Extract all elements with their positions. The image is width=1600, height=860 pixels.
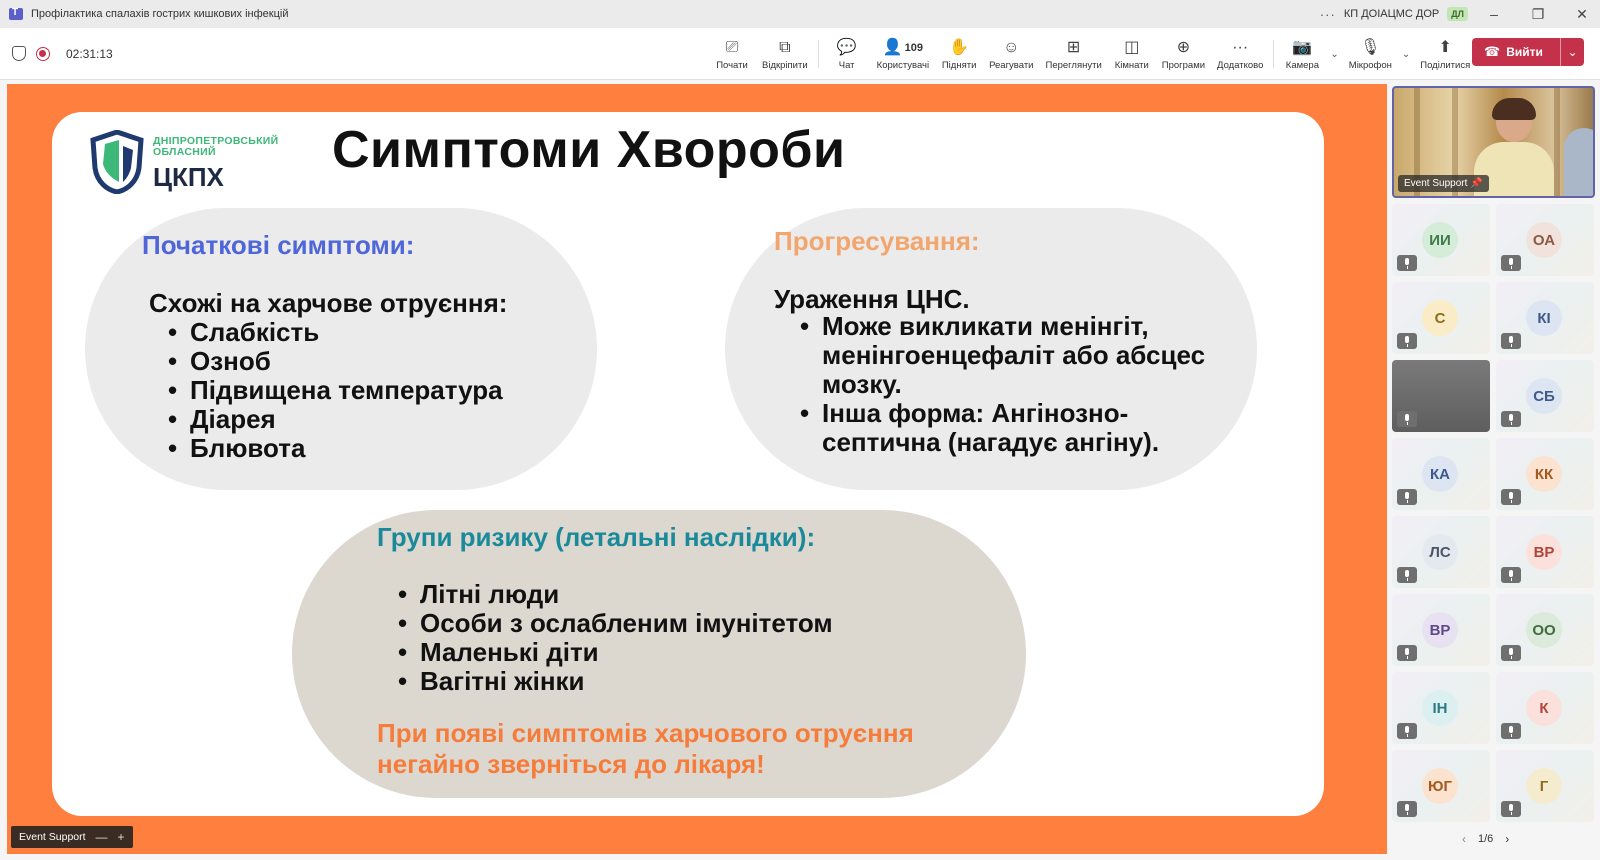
mic-icon <box>1501 567 1521 583</box>
participant-tile[interactable] <box>1496 204 1594 276</box>
initial-symptoms-list <box>164 318 503 463</box>
leave-options-chevron-icon[interactable]: ⌄ <box>1560 38 1584 66</box>
mic-icon <box>1501 645 1521 661</box>
avatar: ОА <box>1526 222 1562 258</box>
grid-icon: ⊞ <box>1066 38 1081 56</box>
zoom-in-button[interactable]: + <box>117 830 125 844</box>
mic-icon <box>1501 489 1521 505</box>
participant-tile[interactable] <box>1392 516 1490 588</box>
avatar: Г <box>1526 768 1562 804</box>
mic-button[interactable]: 🎙 Мікрофон <box>1348 38 1392 71</box>
participant-tile[interactable] <box>1392 750 1490 822</box>
participant-tile[interactable] <box>1496 750 1594 822</box>
list-item: • Озноб <box>164 347 503 376</box>
list-item: • Особи з ослабленим імунітетом <box>394 609 833 638</box>
avatar: ЮГ <box>1422 768 1458 804</box>
toolbar-divider <box>1273 40 1274 68</box>
mic-icon <box>1397 723 1417 739</box>
hand-icon: ✋ <box>949 38 970 56</box>
progression-intro: Ураження ЦНС. <box>774 284 970 314</box>
start-icon: ⎚ <box>725 38 739 56</box>
avatar: КК <box>1526 456 1562 492</box>
risk-groups-list <box>394 580 833 696</box>
mic-icon <box>1397 567 1417 583</box>
recording-icon <box>36 47 50 61</box>
participant-tile[interactable] <box>1392 282 1490 354</box>
participant-grid <box>1392 204 1596 822</box>
logo-text-region: ДНІПРОПЕТРОВСЬКИЙ ОБЛАСНИЙ <box>153 135 279 158</box>
account-avatar[interactable]: ДЛ <box>1447 7 1468 21</box>
mic-options-chevron-icon[interactable]: ⌄ <box>1401 48 1411 60</box>
mic-icon <box>1397 411 1417 427</box>
phone-hangup-icon: ☎ <box>1484 44 1501 59</box>
initial-symptoms-intro: Схожі на харчове отруєння: <box>149 288 508 318</box>
more-options-icon[interactable]: ··· <box>1319 6 1336 22</box>
react-button[interactable]: ☺ Реагувати <box>989 38 1034 71</box>
mic-icon <box>1501 255 1521 271</box>
people-icon: 👤 109 <box>882 38 924 56</box>
participant-tile[interactable] <box>1392 594 1490 666</box>
secondary-person <box>1564 128 1595 198</box>
rooms-icon: ◫ <box>1124 38 1140 56</box>
mic-icon <box>1501 801 1521 817</box>
close-button[interactable]: ✕ <box>1576 5 1588 22</box>
pin-icon: 📌 <box>1470 178 1483 189</box>
camera-off-icon: 📷 <box>1292 38 1313 56</box>
shield-icon[interactable] <box>12 46 26 61</box>
chat-icon: 💬 <box>836 38 857 56</box>
apps-button[interactable]: ⊕ Програми <box>1161 38 1206 71</box>
featured-video-tile[interactable] <box>1392 86 1595 198</box>
mic-icon <box>1397 255 1417 271</box>
minimize-button[interactable]: – <box>1490 6 1498 22</box>
featured-name-label: Event Support 📌 <box>1398 175 1489 192</box>
participant-tile[interactable] <box>1392 204 1490 276</box>
progression-bubble <box>725 208 1257 490</box>
participant-tile[interactable] <box>1392 360 1490 432</box>
page-indicator: 1/6 <box>1478 833 1494 845</box>
popout-button[interactable]: ⧉ Відкріпити <box>762 38 808 71</box>
avatar: К <box>1526 690 1562 726</box>
slide <box>52 112 1324 816</box>
ellipsis-icon: ··· <box>1232 38 1249 56</box>
logo-text-acronym: ЦКПХ <box>153 162 224 192</box>
list-item: • Літні люди <box>394 580 833 609</box>
smile-icon: ☺ <box>1003 38 1020 56</box>
participant-tile[interactable] <box>1496 438 1594 510</box>
mic-icon <box>1397 645 1417 661</box>
org-name[interactable]: КП ДОІАЦМС ДОР <box>1343 8 1440 20</box>
more-button[interactable]: ··· Додатково <box>1217 38 1264 71</box>
slide-title: Симптоми Хвороби <box>332 121 846 179</box>
list-item: • Вагітні жінки <box>394 667 833 696</box>
risk-groups-heading: Групи ризику (летальні наслідки): <box>377 522 816 552</box>
list-item: • Може викликати менінгіт, менінгоенцефаліт або абсцес мозку. <box>796 312 1216 399</box>
participant-tile[interactable] <box>1392 672 1490 744</box>
mic-icon <box>1397 801 1417 817</box>
avatar: КІ <box>1526 300 1562 336</box>
participants-panel <box>1392 86 1596 856</box>
participant-tile[interactable] <box>1496 516 1594 588</box>
avatar: КА <box>1422 456 1458 492</box>
avatar: СБ <box>1526 378 1562 414</box>
mic-icon <box>1397 489 1417 505</box>
mic-icon <box>1501 723 1521 739</box>
list-item: • Діарея <box>164 405 503 434</box>
progression-list <box>796 312 1216 457</box>
initial-symptoms-bubble <box>85 208 597 490</box>
list-item: • Слабкість <box>164 318 503 347</box>
background-stripe <box>1554 88 1560 198</box>
popout-icon: ⧉ <box>779 38 791 56</box>
participant-tile[interactable] <box>1392 438 1490 510</box>
teams-icon <box>9 8 23 20</box>
leave-button[interactable]: ☎ Вийти ⌄ <box>1472 38 1584 66</box>
organization-logo <box>89 130 289 200</box>
avatar: ВР <box>1422 612 1458 648</box>
mic-icon <box>1501 411 1521 427</box>
mic-icon <box>1501 333 1521 349</box>
avatar: ЛС <box>1422 534 1458 570</box>
next-page-button[interactable]: › <box>1505 832 1510 846</box>
window-title: Профілактика спалахів гострих кишкових інфекцій <box>31 8 289 20</box>
raise-hand-button[interactable]: ✋ Підняти <box>941 38 977 71</box>
participant-count: 109 <box>904 41 924 54</box>
warning-text: При появі симптомів харчового отруєння негайно зверніться до лікаря! <box>377 718 914 779</box>
participant-pager <box>1462 832 1509 846</box>
avatar: ІН <box>1422 690 1458 726</box>
progression-heading: Прогресування: <box>774 226 980 256</box>
participant-tile[interactable] <box>1496 282 1594 354</box>
mic-off-icon: 🎙 <box>1360 38 1381 56</box>
participant-tile[interactable] <box>1496 594 1594 666</box>
avatar: ОО <box>1526 612 1562 648</box>
avatar: ИИ <box>1422 222 1458 258</box>
avatar: С <box>1422 300 1458 336</box>
shared-content-stage <box>7 84 1387 854</box>
presenter-tag <box>11 826 133 848</box>
zoom-out-button[interactable]: — <box>95 830 108 844</box>
toolbar-buttons <box>708 28 1476 80</box>
participant-tile[interactable] <box>1496 672 1594 744</box>
meeting-timer: 02:31:13 <box>66 46 113 61</box>
shield-logo-icon <box>89 130 145 194</box>
share-icon: ⬆ <box>1438 38 1452 56</box>
previous-page-button[interactable]: ‹ <box>1462 832 1466 846</box>
meeting-toolbar <box>0 28 1600 80</box>
risk-groups-bubble <box>292 510 1026 798</box>
camera-options-chevron-icon[interactable]: ⌄ <box>1330 48 1339 60</box>
list-item: • Маленькі діти <box>394 638 833 667</box>
view-button[interactable]: ⊞ Переглянути <box>1045 38 1102 71</box>
list-item: • Блювота <box>164 434 503 463</box>
start-button[interactable]: ⎚ Почати <box>716 38 748 71</box>
window-titlebar <box>0 0 1600 28</box>
list-item: • Підвищена температура <box>164 376 503 405</box>
toolbar-divider <box>818 40 819 68</box>
chat-button[interactable]: 💬 Чат <box>836 38 857 71</box>
participant-tile[interactable] <box>1496 360 1594 432</box>
mic-icon <box>1397 333 1417 349</box>
avatar: ВР <box>1526 534 1562 570</box>
presenter-name: Event Support <box>19 831 86 843</box>
list-item: • Інша форма: Ангінозно-септична (нагадує ангіну). <box>796 399 1216 457</box>
share-button[interactable]: ⬆ Поділитися <box>1420 38 1471 71</box>
rooms-button[interactable]: ◫ Кімнати <box>1114 38 1149 71</box>
initial-symptoms-heading: Початкові симптоми: <box>142 230 415 260</box>
restore-button[interactable]: ❐ <box>1531 5 1545 22</box>
people-button[interactable]: 👤 109 Користувачі <box>876 38 930 71</box>
camera-button[interactable]: 📷 Камера <box>1285 38 1319 71</box>
plus-icon: ⊕ <box>1176 38 1191 56</box>
